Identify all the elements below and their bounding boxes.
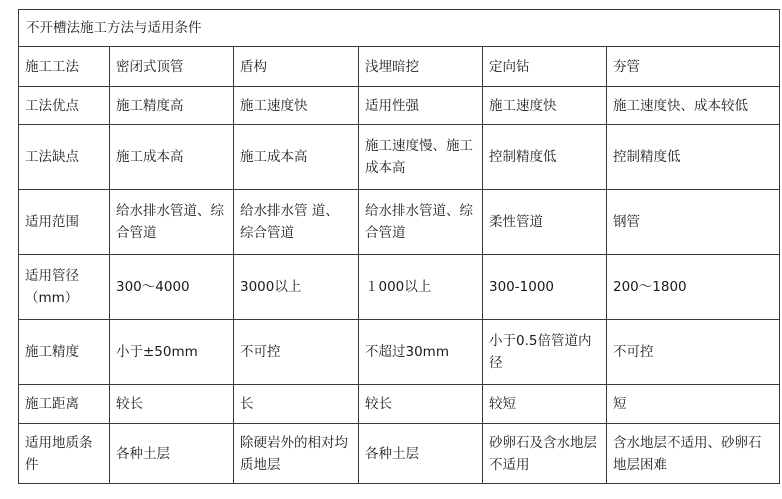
table-cell: 适用性强 bbox=[359, 87, 483, 125]
table-cell: 300-1000 bbox=[483, 255, 607, 320]
table-cell: 300～4000 bbox=[110, 255, 234, 320]
table-cell: 工法缺点 bbox=[19, 125, 110, 190]
table-title-row bbox=[19, 10, 780, 47]
table-row bbox=[19, 87, 780, 125]
table-cell: 夯管 bbox=[607, 47, 780, 87]
table-cell: 钢管 bbox=[607, 190, 780, 255]
table-row bbox=[19, 424, 780, 484]
table-container bbox=[18, 9, 779, 484]
table-cell: 密闭式顶管 bbox=[110, 47, 234, 87]
table-title: 不开槽法施工方法与适用条件 bbox=[19, 10, 780, 47]
table-cell: 不可控 bbox=[234, 320, 359, 385]
table-cell: １000以上 bbox=[359, 255, 483, 320]
table-cell: 控制精度低 bbox=[607, 125, 780, 190]
table-row bbox=[19, 320, 780, 385]
table-cell: 定向钻 bbox=[483, 47, 607, 87]
table-cell: 砂卵石及含水地层不适用 bbox=[483, 424, 607, 484]
table-row bbox=[19, 190, 780, 255]
table-cell: 施工速度快 bbox=[483, 87, 607, 125]
table-cell: 施工成本高 bbox=[110, 125, 234, 190]
table-cell: 200～1800 bbox=[607, 255, 780, 320]
table-cell: 施工精度高 bbox=[110, 87, 234, 125]
table-cell: 工法优点 bbox=[19, 87, 110, 125]
table-cell: 给水排水管道、综合管道 bbox=[110, 190, 234, 255]
table-cell: 柔性管道 bbox=[483, 190, 607, 255]
table-cell: 长 bbox=[234, 385, 359, 424]
table-cell: 盾构 bbox=[234, 47, 359, 87]
table-row bbox=[19, 385, 780, 424]
table-cell: 施工距离 bbox=[19, 385, 110, 424]
table-cell: 施工工法 bbox=[19, 47, 110, 87]
table-cell: 施工精度 bbox=[19, 320, 110, 385]
table-cell: 不可控 bbox=[607, 320, 780, 385]
table-cell: 控制精度低 bbox=[483, 125, 607, 190]
table-row bbox=[19, 125, 780, 190]
table-cell: 给水排水管 道、综合管道 bbox=[234, 190, 359, 255]
table-cell: 各种土层 bbox=[110, 424, 234, 484]
table-cell: 施工速度快 bbox=[234, 87, 359, 125]
table-cell: 给水排水管道、综合管道 bbox=[359, 190, 483, 255]
table-cell: 除硬岩外的相对均质地层 bbox=[234, 424, 359, 484]
table-cell: 适用管径（mm） bbox=[19, 255, 110, 320]
table-cell: 各种土层 bbox=[359, 424, 483, 484]
table-cell: 小于±50mm bbox=[110, 320, 234, 385]
table-cell: 适用范围 bbox=[19, 190, 110, 255]
table-cell: 施工速度快、成本较低 bbox=[607, 87, 780, 125]
table-cell: 含水地层不适用、砂卵石地层困难 bbox=[607, 424, 780, 484]
table-header-row bbox=[19, 47, 780, 87]
table-cell: 浅埋暗挖 bbox=[359, 47, 483, 87]
table-cell: 施工成本高 bbox=[234, 125, 359, 190]
table-cell: 适用地质条件 bbox=[19, 424, 110, 484]
table-cell: 较长 bbox=[359, 385, 483, 424]
table-cell: 施工速度慢、施工成本高 bbox=[359, 125, 483, 190]
table-cell: 短 bbox=[607, 385, 780, 424]
table-row bbox=[19, 255, 780, 320]
table-cell: 不超过30mm bbox=[359, 320, 483, 385]
table-cell: 小于0.5倍管道内径 bbox=[483, 320, 607, 385]
table-cell: 较长 bbox=[110, 385, 234, 424]
table-cell: 3000以上 bbox=[234, 255, 359, 320]
construction-methods-table bbox=[18, 9, 780, 484]
table-cell: 较短 bbox=[483, 385, 607, 424]
